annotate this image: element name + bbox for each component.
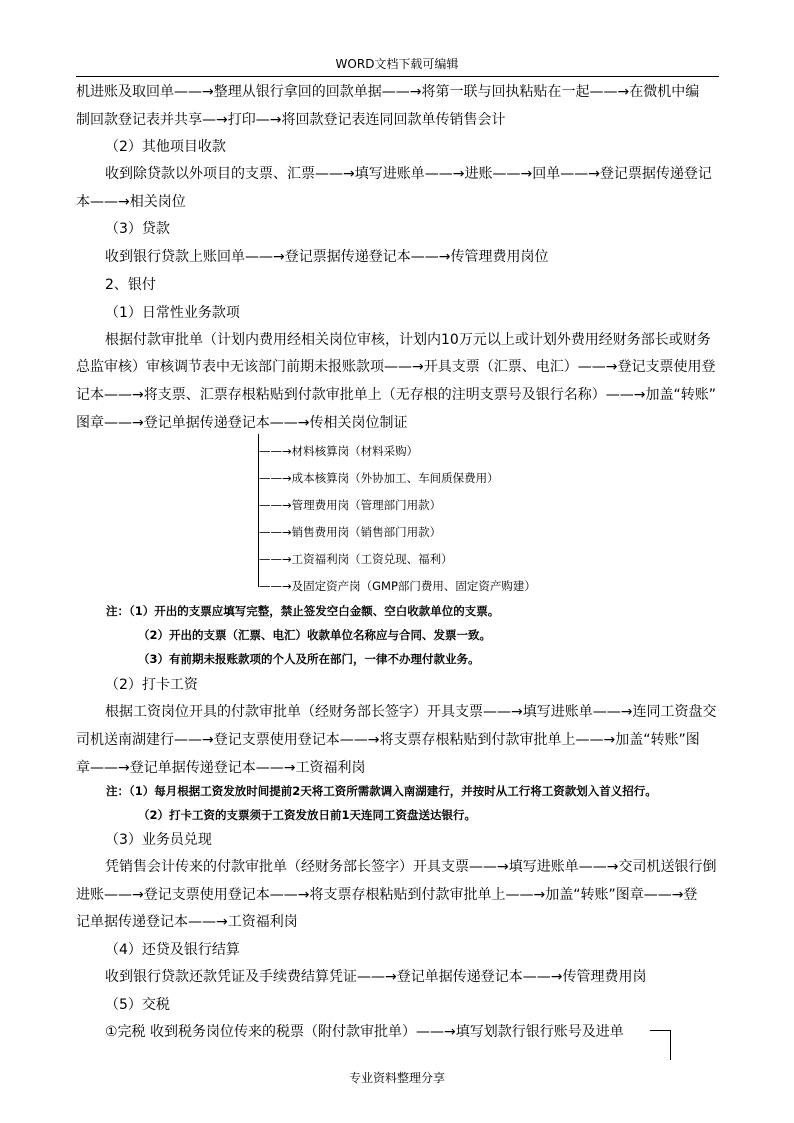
body-line: 记本——→将支票、汇票存根粘贴到付款审批单上（无存根的注明支票号及银行名称）——→加盖“转账” (76, 387, 716, 403)
section-heading: （1）日常性业务款项 (105, 305, 240, 321)
tree-branch: ——→成本核算岗（外协加工、车间质保费用） (259, 471, 499, 485)
body-line: 根据付款审批单（计划内费用经相关岗位审核，计划内10万元以上或计划外费用经财务部长或财务 (105, 332, 711, 348)
body-line: 凭销售会计传来的付款审批单（经财务部长签字）开具支票——→填写进账单——→交司机送银行倒 (105, 859, 717, 875)
body-line: ①完税 收到税务岗位传来的税票（附付款审批单）——→填写划款行银行账号及进单 (105, 1024, 624, 1040)
body-line: 记单据传递登记本——→工资福利岗 (76, 914, 298, 930)
body-line: 收到银行贷款还款凭证及手续费结算凭证——→登记单据传递登记本——→传管理费用岗 (105, 969, 647, 985)
tree-branch: ——→工资福利岗（工资兑现、福利） (259, 552, 453, 566)
body-line: 本——→相关岗位 (76, 194, 186, 210)
section-heading: （3）业务员兑现 (105, 832, 212, 848)
note-line: 注：（1）开出的支票应填写完整，禁止签发空白金额、空白收款单位的支票。 (106, 604, 500, 618)
note-line: （2）开出的支票（汇票、电汇）收款单位名称应与合同、发票一致。 (138, 628, 491, 642)
body-line: 收到银行贷款上账回单——→登记票据传递登记本——→传管理费用岗位 (105, 249, 549, 265)
body-line: 根据工资岗位开具的付款审批单（经财务部长签字）开具支票——→填写进账单——→连同工资盘交 (105, 704, 717, 720)
body-line: 图章——→登记单据传递登记本——→传相关岗位制证 (76, 415, 408, 431)
body-line: 司机送南湖建行——→登记支票使用登记本——→将支票存根粘贴到付款审批单上——→加盖“转账”图 (76, 732, 700, 748)
note-line: 注：（1）每月根据工资发放时间提前2天将工资所需款调入南湖建行，并按时从工行将工资款划入首义招行。 (106, 784, 657, 798)
body-line: 制回款登记表并共享—→打印—→将回款登记表连同回款单传销售会计 (76, 112, 506, 128)
section-heading: （2）打卡工资 (105, 677, 198, 693)
section-heading: （3）贷款 (105, 221, 170, 237)
body-line: 章——→登记单据传递登记本——→工资福利岗 (76, 760, 366, 776)
tree-branch: ——→及固定资产岗（GMP部门费用、固定资产购建） (259, 579, 536, 593)
section-heading: （4）还贷及银行结算 (105, 942, 240, 958)
page-header: WORD文档下载可编辑 (335, 57, 459, 71)
header-rule (76, 76, 719, 77)
tree-branch: ——→管理费用岗（管理部门用款） (259, 498, 442, 512)
flow-connector (670, 1030, 671, 1060)
tree-branch: ——→材料核算岗（材料采购） (259, 444, 419, 458)
flow-connector (650, 1030, 670, 1031)
body-line: 总监审核）审核调节表中无该部门前期未报账款项——→开具支票（汇票、电汇）——→登记支票使用登 (76, 359, 716, 375)
body-line: 收到除贷款以外项目的支票、汇票——→填写进账单——→进账——→回单——→登记票据传递登记 (105, 166, 712, 182)
tree-branch: ——→销售费用岗（销售部门用款） (259, 525, 442, 539)
section-heading: （2）其他项目收款 (105, 139, 226, 155)
page-footer: 专业资料整理分享 (348, 1071, 445, 1085)
section-heading: 2、银付 (105, 277, 156, 293)
body-line: 机进账及取回单——→整理从银行拿回的回款单据——→将第一联与回执粘贴在一起——→在微机中编 (76, 84, 700, 100)
section-heading: （5）交税 (105, 997, 170, 1013)
note-line: （2）打卡工资的支票须于工资发放日前1天连同工资盘送达银行。 (138, 808, 476, 822)
body-line: 进账——→登记支票使用登记本——→将支票存根粘贴到付款审批单上——→加盖“转账”图章——→登 (76, 887, 698, 903)
note-line: （3）有前期未报账款项的个人及所在部门，一律不办理付款业务。 (138, 652, 480, 666)
